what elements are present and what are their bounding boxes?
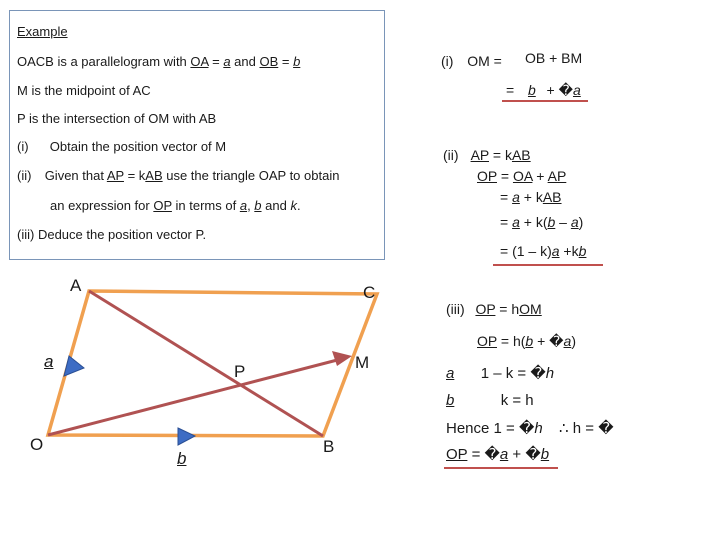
text-frag: Given that [44,168,107,183]
vec-om: OM [519,301,542,317]
label-o-point: O [30,435,44,454]
arrow-b-icon [178,428,195,445]
fraction-box: � [518,420,535,437]
text-frag: = [208,54,224,69]
label-vector-b: b [177,449,187,468]
vec-a: a [223,54,231,69]
text-frag: +k [559,243,579,259]
fraction-box: � [484,446,500,463]
fraction-box: � [525,446,541,463]
fraction-box: � [530,365,546,382]
text-frag: ∴ h = [559,420,599,437]
text-frag: = k [489,147,512,163]
scalar-h: h [545,365,555,382]
text-frag: OACB is a parallelogram with [17,54,191,69]
scalar-h: h [534,420,543,437]
text-frag: = [467,446,485,463]
text-frag: in terms of [171,198,240,213]
vec-ab: AB [145,168,163,183]
text-frag: = [496,168,513,184]
vec-oa: OA [512,168,533,184]
vec-op: OP [477,168,497,184]
vec-b: b [540,446,550,463]
label-vector-a: a [44,352,54,371]
vec-b: b [293,54,301,69]
text-frag: k = h [500,392,534,409]
vec-a: a [563,333,572,349]
text-frag: ) [578,214,584,230]
example-line-2: M is the midpoint of AC [17,83,151,98]
fraction-box: � [558,82,573,98]
text-frag: ) [571,333,576,349]
label-b-point: B [323,437,335,456]
vec-b: b [254,198,262,213]
vec-oa: OA [190,54,209,69]
text-frag: = k [123,168,146,183]
text-frag: + k [519,189,543,205]
text-frag: an expression for [50,198,154,213]
vec-a: a [570,214,579,230]
vec-a: a [551,243,560,259]
text-frag: + k( [519,214,548,230]
vec-ab: AB [542,189,562,205]
text-frag: = h [495,301,520,317]
example-line-3: P is the intersection of OM with AB [17,111,217,126]
text-frag: Hence 1 = [446,420,519,437]
text-frag: + [533,333,550,349]
arrow-a-icon [64,356,84,376]
vec-op: OP [475,301,496,317]
om-label: OM = [467,53,502,69]
plus-sign: + [546,82,555,98]
equals-sign: = [506,82,515,98]
vec-ab: AB [511,147,531,163]
label-m-point: M [355,353,370,372]
text-frag: , [247,198,255,213]
solution-number: (iii) [446,301,465,317]
question-text: Obtain the position vector of M [49,139,227,154]
vec-ap: AP [106,168,124,183]
vec-a: a [572,82,581,98]
text-frag: 1 – k = [480,365,531,382]
text-frag: = [500,214,513,230]
vec-b: b [547,214,556,230]
vec-a: a [239,198,248,213]
vec-a: a [446,365,455,382]
question-number: (iii) [17,227,35,242]
vec-b: b [446,392,455,409]
scalar-k: k [290,198,297,213]
question-number: (ii) [17,168,32,183]
text-frag: and [230,54,260,69]
question-number: (i) [17,139,29,154]
text-frag: use the triangle OAP to obtain [162,168,340,183]
solution-number: (i) [441,53,454,69]
text-frag: and [261,198,291,213]
vec-b: b [527,82,536,98]
text-frag: + [508,446,526,463]
vec-b: b [578,243,587,259]
vec-a: a [512,189,520,205]
text-frag: = h( [496,333,526,349]
vec-ap: AP [547,168,567,184]
text-frag: = [278,54,294,69]
vec-ob: OB [259,54,279,69]
vec-op: OP [446,446,468,463]
solution-number: (ii) [443,147,459,163]
text-frag: = (1 – k) [500,243,552,259]
label-c-point: C [363,283,376,302]
vec-ap: AP [470,147,489,163]
vec-a: a [499,446,509,463]
label-p-point: P [234,362,246,381]
fraction-box: � [549,333,564,349]
label-a-point: A [70,276,82,295]
vec-op: OP [477,333,497,349]
question-text: Deduce the position vector P. [37,227,207,242]
text-frag: – [555,214,571,230]
vec-a: a [512,214,520,230]
example-title-text: Example [17,24,68,39]
text-frag: . [296,198,301,213]
text-frag: + [532,168,548,184]
vec-op: OP [153,198,172,213]
fraction-box: � [598,420,614,437]
solution-i-rhs: OB + BM [525,50,583,66]
vec-b: b [525,333,534,349]
text-frag: = [500,189,513,205]
